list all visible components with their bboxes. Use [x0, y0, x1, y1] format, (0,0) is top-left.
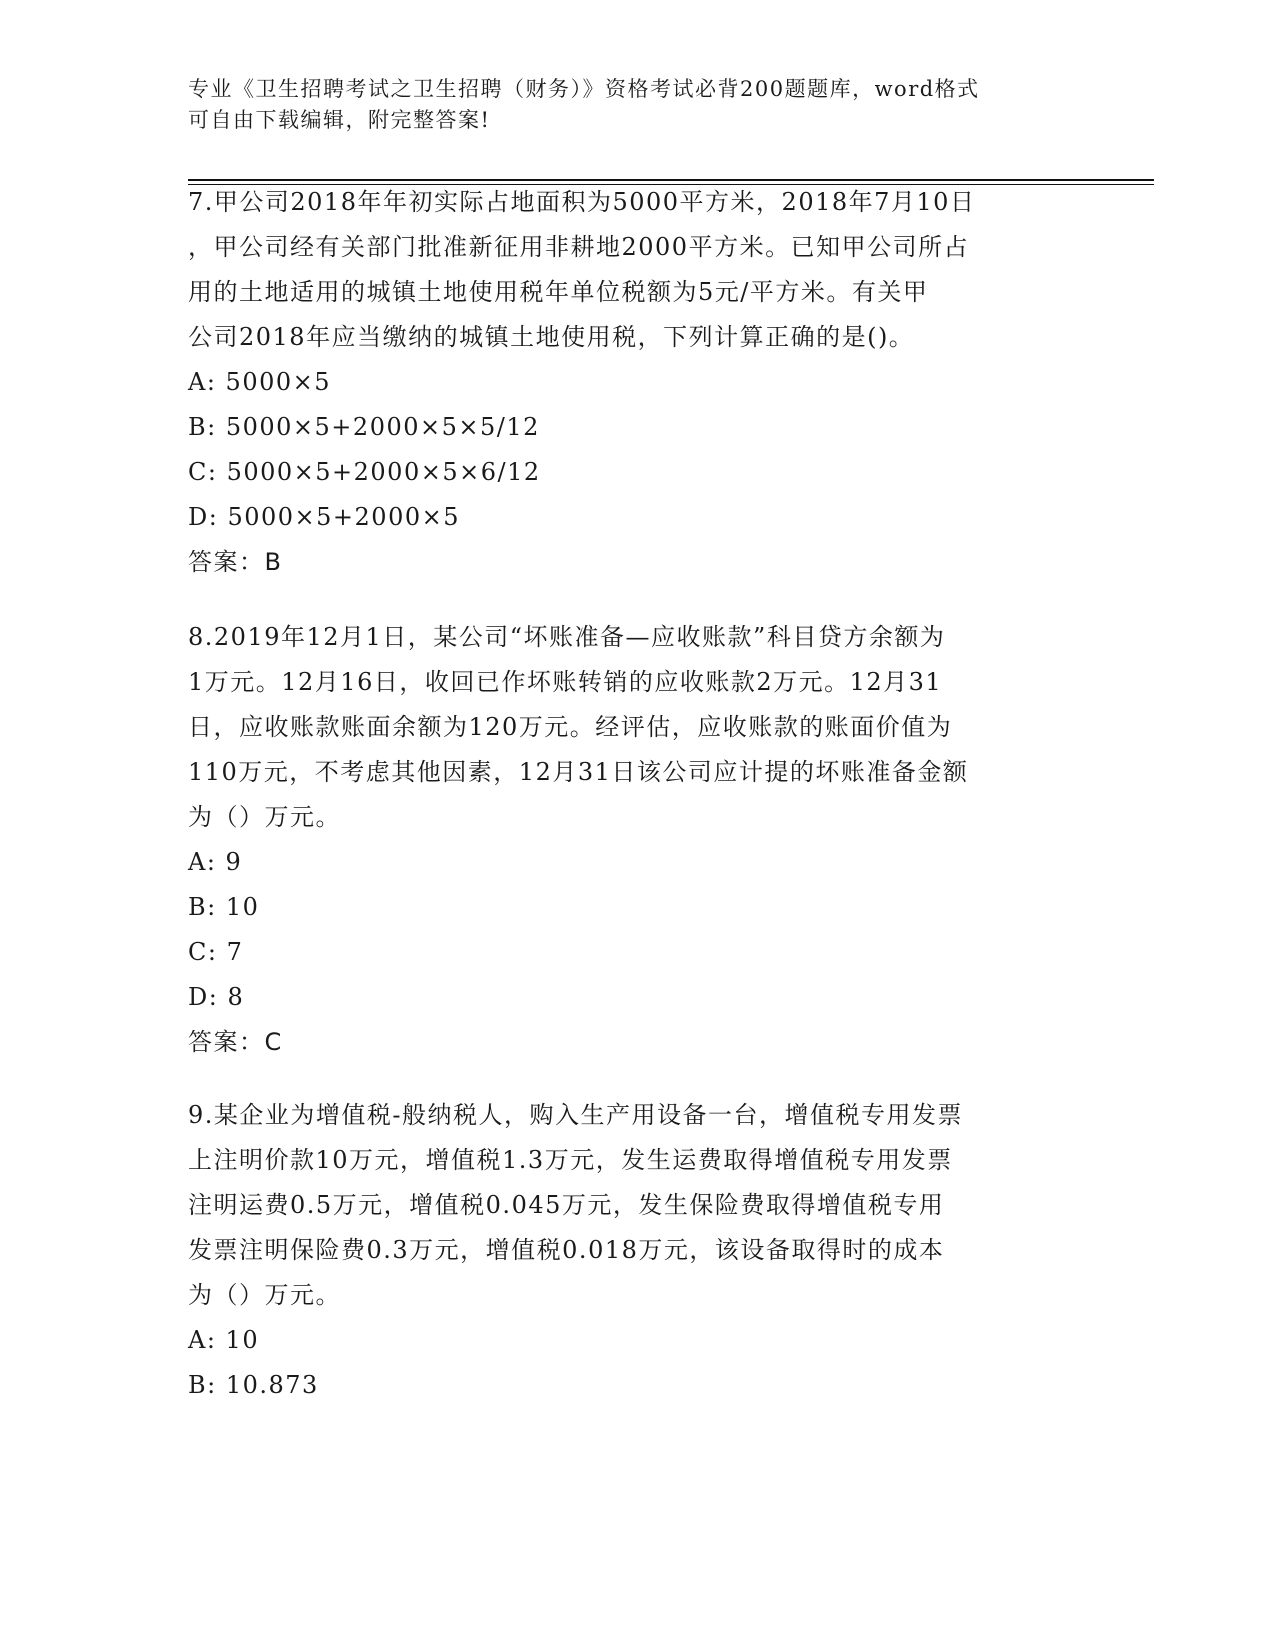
question-text-line: 9.某企业为增值税-般纳税人，购入生产用设备一台，增值税专用发票 — [188, 1101, 964, 1129]
question-8 — [188, 615, 1068, 1065]
option-b: B: 10 — [188, 893, 260, 921]
option-a: A: 10 — [188, 1326, 260, 1354]
question-text-line: 日，应收账款账面余额为120万元。经评估，应收账款的账面价值为 — [188, 713, 953, 741]
answer: 答案：C — [188, 1028, 283, 1056]
document-header — [188, 74, 1068, 136]
question-text-line: 上注明价款10万元，增值税1.3万元，发生运费取得增值税专用发票 — [188, 1146, 953, 1174]
option-a: A: 5000×5 — [188, 368, 332, 396]
question-text-line: 8.2019年12月1日，某公司“坏账准备—应收账款”科目贷方余额为 — [188, 623, 946, 651]
question-text-line: 110万元，不考虑其他因素，12月31日该公司应计提的坏账准备金额 — [188, 758, 969, 786]
option-c: C: 7 — [188, 938, 244, 966]
header-line-2: 可自由下载编辑，附完整答案! — [188, 108, 491, 132]
header-line-1: 专业《卫生招聘考试之卫生招聘（财务）》资格考试必背200题题库，word格式 — [188, 77, 980, 101]
question-text-line: 为（）万元。 — [188, 803, 341, 831]
option-a: A: 9 — [188, 848, 243, 876]
question-text-line: 发票注明保险费0.3万元，增值税0.018万元，该设备取得时的成本 — [188, 1236, 945, 1264]
question-text-line: 注明运费0.5万元，增值税0.045万元，发生保险费取得增值税专用 — [188, 1191, 945, 1219]
question-text-line: 7.甲公司2018年年初实际占地面积为5000平方米，2018年7月10日 — [188, 188, 976, 216]
question-text-line: 用的土地适用的城镇土地使用税年单位税额为5元/平方米。有关甲 — [188, 278, 929, 306]
answer: 答案：B — [188, 548, 283, 576]
question-7 — [188, 180, 1068, 585]
question-text-line: 1万元。12月16日，收回已作坏账转销的应收账款2万元。12月31 — [188, 668, 943, 696]
option-b: B: 10.873 — [188, 1371, 319, 1399]
option-c: C: 5000×5+2000×5×6/12 — [188, 458, 541, 486]
option-d: D: 8 — [188, 983, 245, 1011]
option-b: B: 5000×5+2000×5×5/12 — [188, 413, 540, 441]
question-text-line: ，甲公司经有关部门批准新征用非耕地2000平方米。已知甲公司所占 — [188, 233, 970, 261]
option-d: D: 5000×5+2000×5 — [188, 503, 460, 531]
question-text-line: 为（）万元。 — [188, 1281, 341, 1309]
question-text-line: 公司2018年应当缴纳的城镇土地使用税，下列计算正确的是()。 — [188, 323, 915, 351]
question-9 — [188, 1093, 1068, 1408]
